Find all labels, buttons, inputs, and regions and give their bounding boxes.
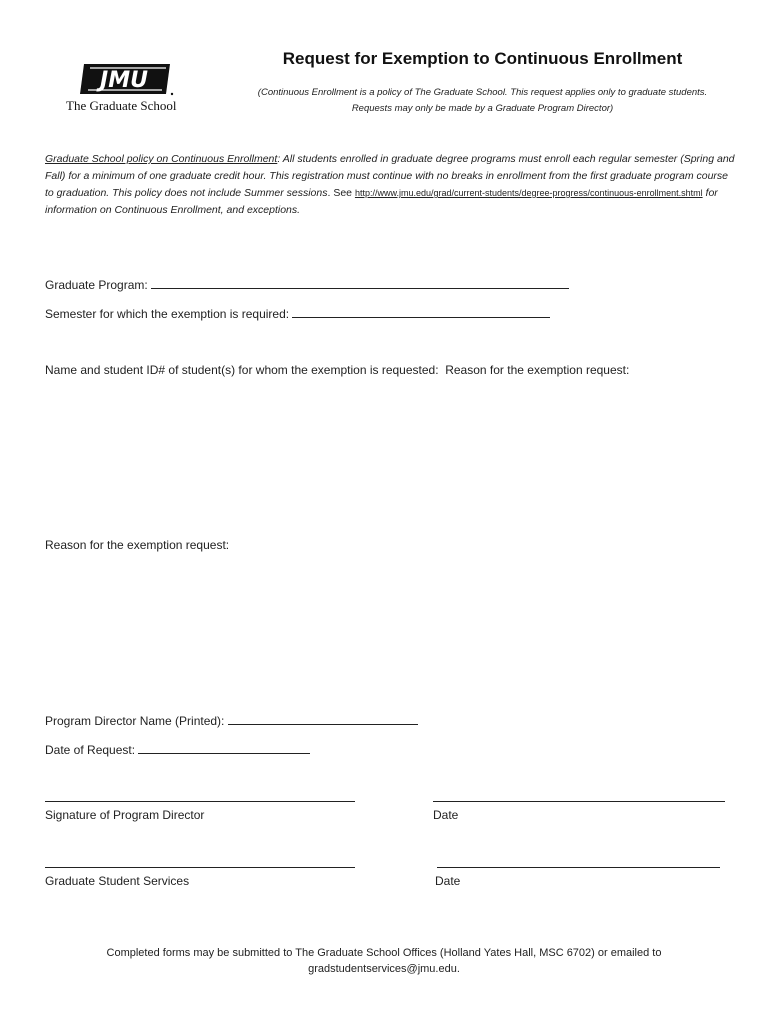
student-services-signature-line[interactable] xyxy=(45,867,355,868)
reason-label: Reason for the exemption request: xyxy=(45,538,230,552)
student-services-label: Graduate Student Services xyxy=(45,874,190,888)
submission-note xyxy=(60,945,708,977)
page-subtitle xyxy=(200,85,765,117)
school-name: The Graduate School xyxy=(66,98,177,113)
page-title: Request for Exemption to Continuous Enrollment xyxy=(282,49,683,68)
director-date-label: Date xyxy=(433,808,459,822)
reason-input-area[interactable] xyxy=(45,560,725,700)
director-name-input[interactable] xyxy=(228,712,418,725)
graduate-program-label: Graduate Program: xyxy=(45,278,148,292)
director-name-label: Program Director Name (Printed): xyxy=(45,714,225,728)
semester-label: Semester for which the exemption is required: xyxy=(45,307,290,321)
director-signature-label: Signature of Program Director xyxy=(45,808,205,822)
jmu-logo-icon xyxy=(62,60,202,100)
footer-line-1: Completed forms may be submitted to The Graduate School Offices (Holland Yates Hall, MSC 6702) or emailed to xyxy=(106,947,662,959)
director-signature-line[interactable] xyxy=(45,801,355,802)
students-label: Name and student ID# of student(s) for whom the exemption is requested: xyxy=(45,363,439,377)
date-of-request-input[interactable] xyxy=(138,741,310,754)
director-name-field xyxy=(45,712,418,728)
policy-paragraph xyxy=(45,151,735,219)
students-field xyxy=(45,363,629,377)
policy-see: . See xyxy=(327,187,353,199)
policy-heading: Graduate School policy on Continuous Enrollment xyxy=(45,153,278,165)
director-date-line[interactable] xyxy=(433,801,725,802)
student-services-date-label: Date xyxy=(435,874,461,888)
policy-tail: for information on Continuous Enrollment, and exceptions. xyxy=(45,187,718,216)
subtitle-line-2: Requests may only be made by a Graduate Program Director) xyxy=(351,103,614,114)
students-reason-label: Reason for the exemption request: xyxy=(445,363,630,377)
semester-input[interactable] xyxy=(292,305,550,318)
semester-field xyxy=(45,305,550,321)
policy-link[interactable]: http://www.jmu.edu/grad/current-students/degree-progress/continuous-enrollment.shtml xyxy=(354,188,703,198)
subtitle-line-1: (Continuous Enrollment is a policy of The Graduate School. This request applies only to graduate students. xyxy=(257,87,708,98)
policy-body: : All students enrolled in graduate degree programs must enroll each regular semester (Spring and Fall) for a minimum of one graduate credit hour. This registration must continue with no breaks in enrollment from the first graduate program course to graduation. This policy does not include Summer sessions xyxy=(45,153,735,199)
graduate-program-field xyxy=(45,276,569,292)
date-of-request-field xyxy=(45,741,310,757)
student-services-date-line[interactable] xyxy=(437,867,720,868)
date-of-request-label: Date of Request: xyxy=(45,743,136,757)
footer-email: gradstudentservices@jmu.edu. xyxy=(308,963,460,975)
graduate-program-input[interactable] xyxy=(151,276,569,289)
students-input-area[interactable] xyxy=(45,385,725,525)
logo-wordmark: JMU xyxy=(100,68,148,93)
